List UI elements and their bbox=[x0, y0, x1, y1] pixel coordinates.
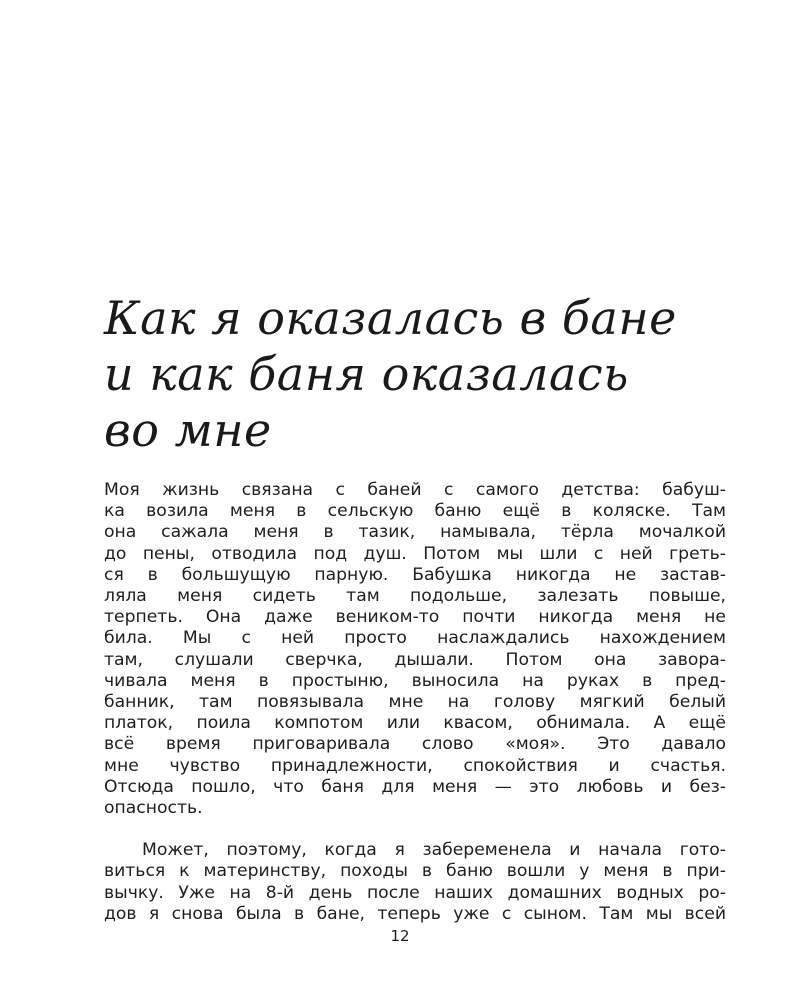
text-line: она сажала меня в тазик, намывала, тёрла мочалкой bbox=[104, 522, 726, 543]
text-line: банник, там повязывала мне на голову мягкий белый bbox=[104, 692, 726, 713]
chapter-title-line: и как баня оказалась bbox=[104, 347, 629, 401]
text-line: всё время приговаривала слово «моя». Это давало bbox=[104, 734, 726, 755]
text-line: там, слушали сверчка, дышали. Потом она завора- bbox=[104, 649, 726, 670]
text-line: терпеть. Она даже веником-то почти никогда меня не bbox=[104, 607, 726, 628]
chapter-title-line: Как я оказалась в бане bbox=[104, 291, 677, 345]
paragraph-2 bbox=[104, 840, 726, 925]
text-line: ся в большущую парную. Бабушка никогда не застав- bbox=[104, 564, 726, 585]
paragraph-1 bbox=[104, 480, 726, 819]
text-line: до пены, отводила под душ. Потом мы шли с ней греть- bbox=[104, 543, 726, 564]
text-line: платок, поила компотом или квасом, обнимала. А ещё bbox=[104, 713, 726, 734]
text-line: ляла меня сидеть там подольше, залезать повыше, bbox=[104, 586, 726, 607]
page-number: 12 bbox=[390, 927, 410, 945]
text-line: Может, поэтому, когда я забеременела и начала гото- bbox=[142, 840, 726, 861]
text-line: била. Мы с ней просто наслаждались нахождением bbox=[104, 628, 726, 649]
text-line: опасность. bbox=[104, 798, 203, 819]
text-line: виться к материнству, походы в баню вошли у меня в при- bbox=[104, 861, 726, 882]
text-line: ка возила меня в сельскую баню ещё в коляске. Там bbox=[104, 501, 726, 522]
body-text bbox=[104, 480, 726, 925]
text-line: чивала меня в простыню, выносила на руках в пред- bbox=[104, 670, 726, 691]
chapter-title bbox=[104, 290, 724, 458]
text-line: вычку. Уже на 8-й день после наших домашних водных ро- bbox=[104, 882, 726, 903]
text-line: Моя жизнь связана с баней с самого детства: бабуш- bbox=[104, 480, 726, 500]
text-line: мне чувство принадлежности, спокойствия и счастья. bbox=[104, 755, 726, 776]
text-line: Отсюда пошло, что баня для меня — это любовь и без- bbox=[104, 776, 726, 797]
chapter-title-line: во мне bbox=[104, 403, 272, 457]
text-line: дов я снова была в бане, теперь уже с сыном. Там мы всей bbox=[104, 903, 726, 924]
